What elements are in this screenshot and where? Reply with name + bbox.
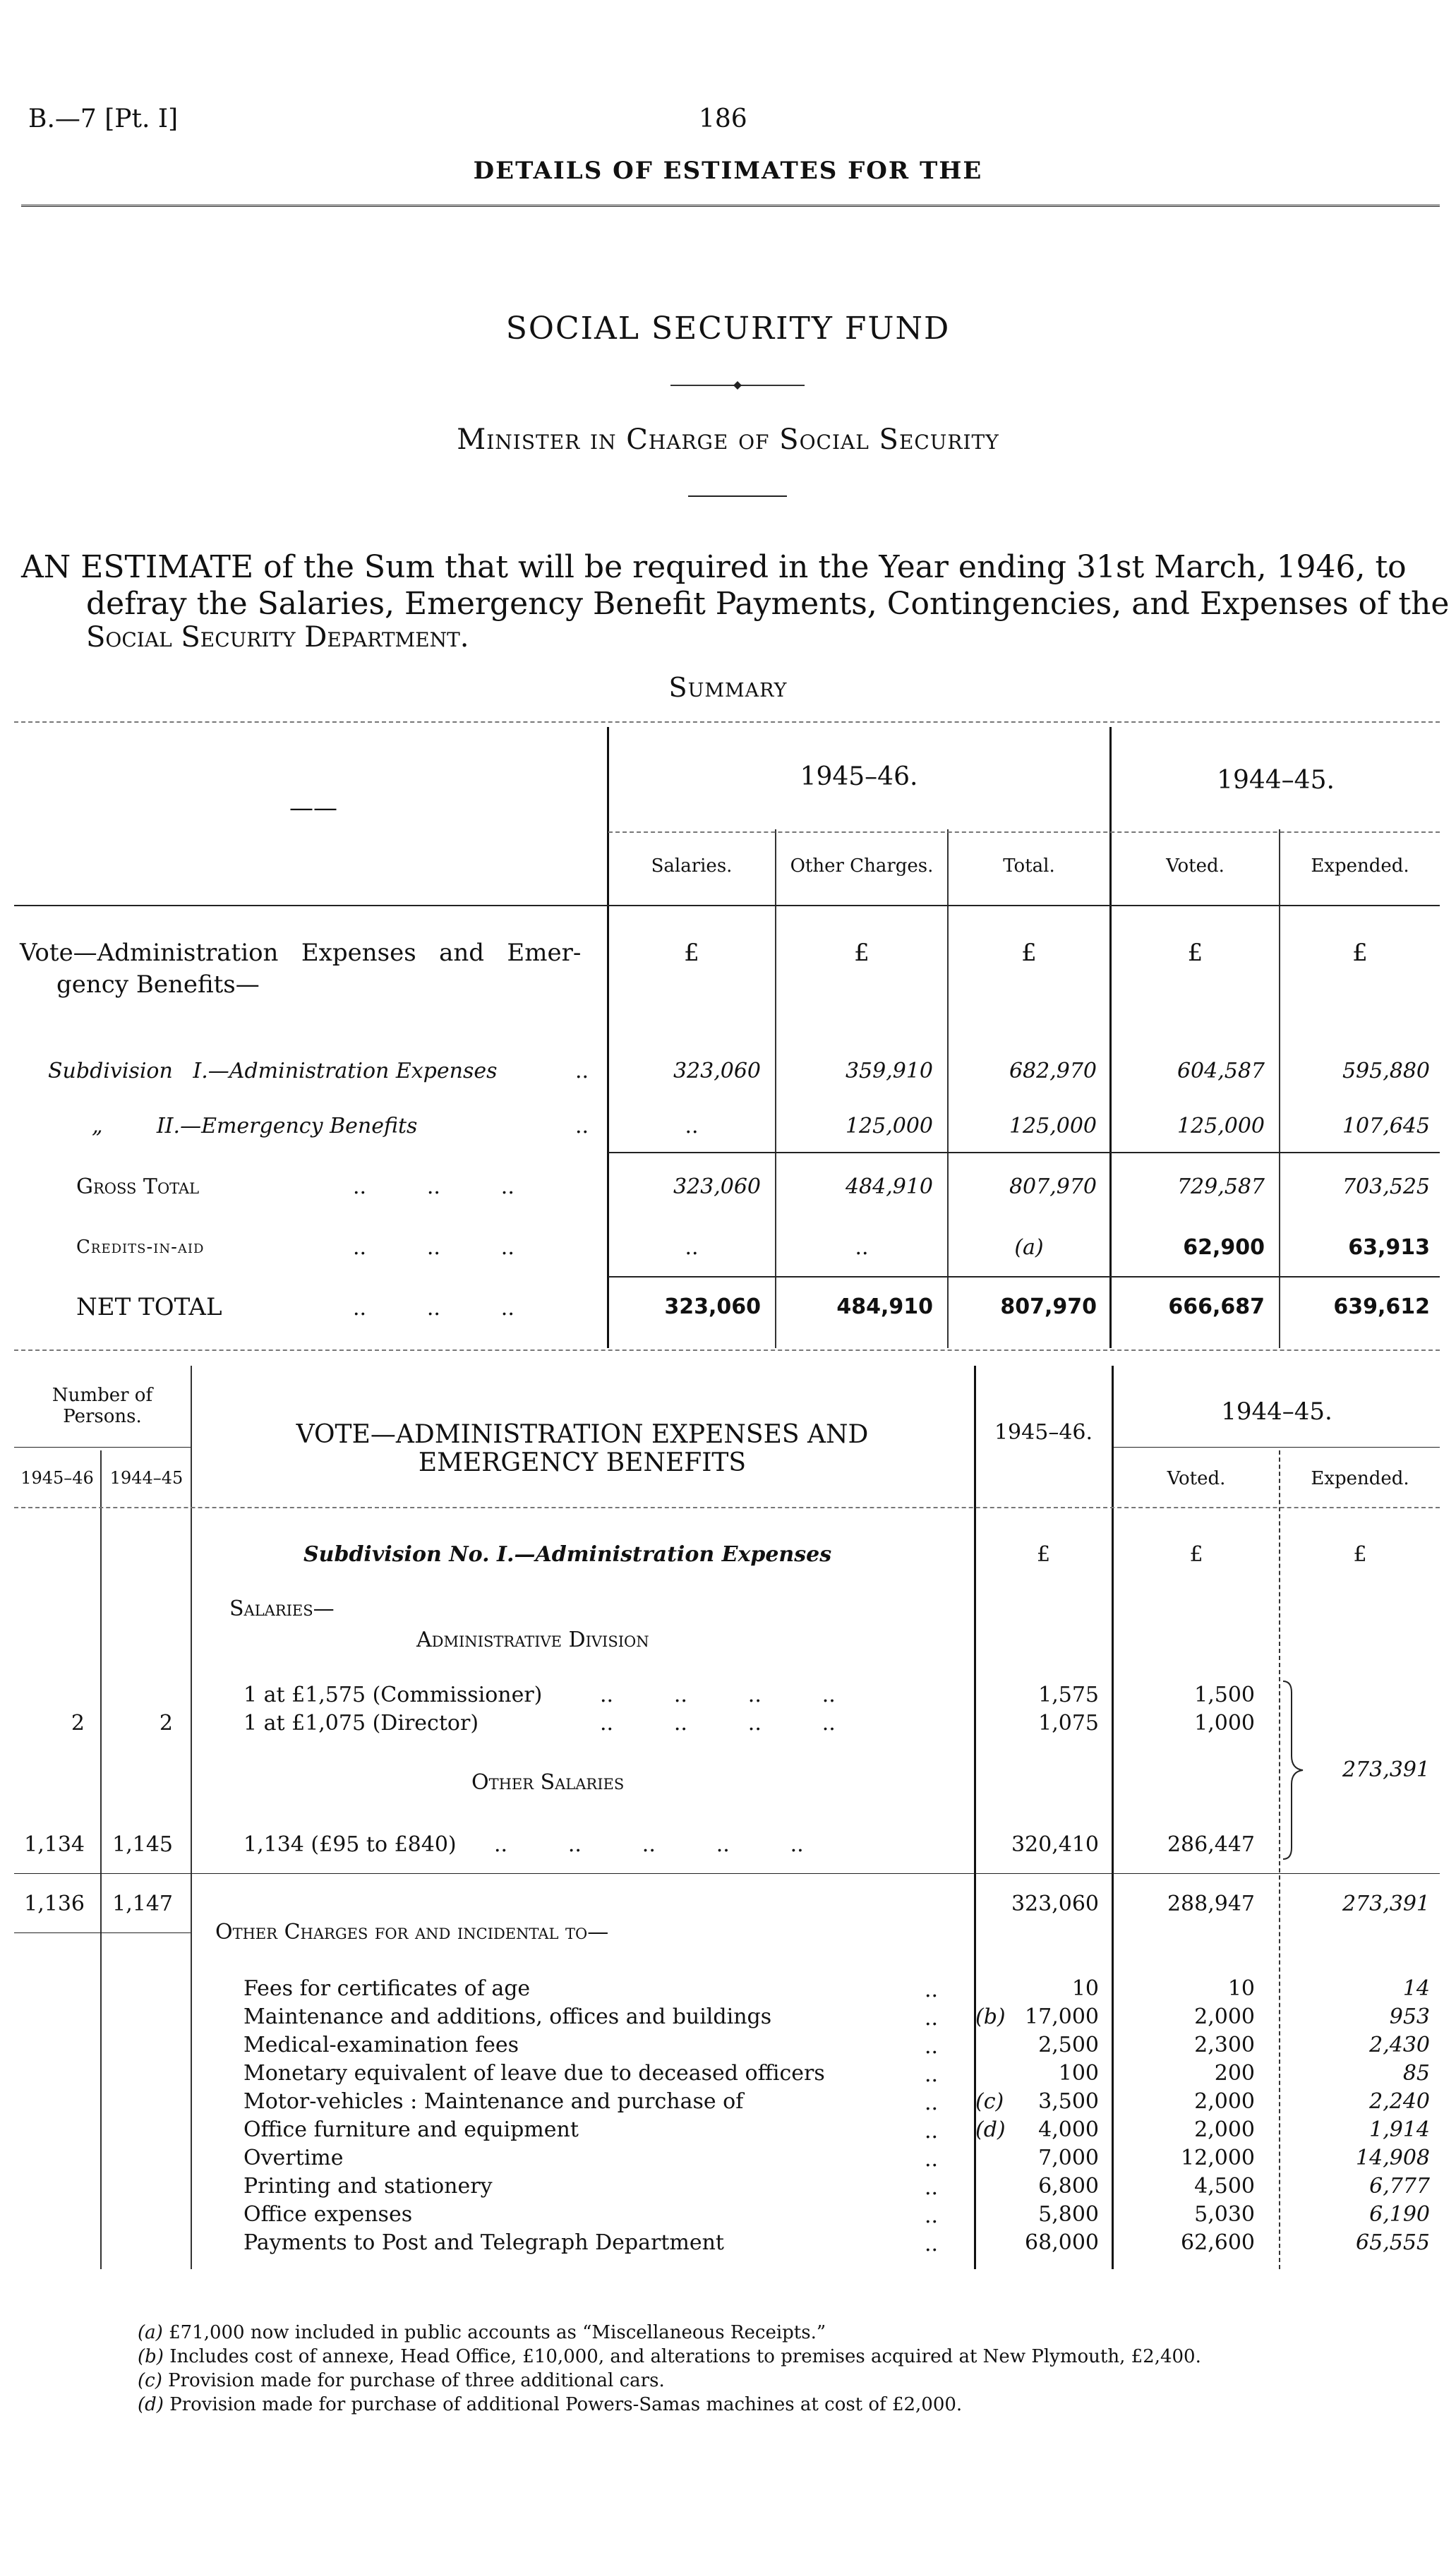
summary-bottom-rule (14, 1349, 1440, 1351)
summary-col-sep-1 (775, 829, 776, 1348)
leader-dots: .. .. .. (353, 1174, 515, 1199)
summary-cell: (a) (1014, 1235, 1044, 1260)
salary-total-current: 323,060 (1011, 1892, 1099, 1916)
charge-desc: Office furniture and equipment (243, 2117, 579, 2142)
salary-desc: 1 at £1,575 (Commissioner) (243, 1683, 543, 1707)
leader-dots: .. .. .. (353, 1235, 515, 1260)
fund-title: SOCIAL SECURITY FUND (505, 311, 951, 347)
vote-col-current: 1945–46. (994, 1420, 1093, 1445)
charge-expended: 953 (1389, 2004, 1430, 2029)
other-salaries-heading: Other Salaries (471, 1770, 625, 1795)
salaries-expended: 273,391 (1342, 1757, 1430, 1782)
preamble-line-3: Social Security Department. (86, 621, 469, 654)
summary-cell: 666,687 (1168, 1294, 1265, 1319)
salary-total-rule (14, 1873, 1440, 1874)
summary-cell: 807,970 (1000, 1294, 1097, 1319)
charge-voted: 62,600 (1181, 2230, 1255, 2255)
leader-dots: .. .. .. .. .. .. .. .. .. .. (925, 1978, 939, 2256)
summary-col-voted: Voted. (1166, 855, 1225, 877)
charge-voted: 12,000 (1181, 2146, 1255, 2170)
charge-expended: 65,555 (1356, 2230, 1430, 2255)
charge-current: 5,800 (1038, 2202, 1099, 2227)
persons-total-a: 1,136 (24, 1892, 85, 1916)
summary-vote-label: Vote—Administration Expenses and Emer- (20, 939, 582, 967)
charge-expended: 6,777 (1369, 2174, 1430, 2199)
vote-col-prior: 1944–45. (1221, 1397, 1332, 1426)
summary-cell: 807,970 (1009, 1174, 1097, 1199)
charge-expended: 2,240 (1369, 2089, 1430, 2114)
summary-cell: 62,900 (1183, 1235, 1265, 1260)
summary-subhead-rule (608, 831, 1440, 833)
summary-year-current: 1945–46. (800, 762, 918, 791)
charge-voted: 2,000 (1194, 2117, 1255, 2142)
charge-voted: 2,300 (1194, 2033, 1255, 2057)
footnote-a: (a) £71,000 now included in public accounts as “Miscellaneous Receipts.” (138, 2322, 826, 2343)
charge-desc: Motor-vehicles : Maintenance and purchase of (243, 2089, 744, 2114)
charge-expended: 1,914 (1369, 2117, 1430, 2142)
leader-dots: .. .. .. (353, 1296, 515, 1321)
persons-b: 2 (159, 1711, 173, 1736)
summary-cell: .. (685, 1235, 699, 1260)
salary-desc: 1 at £1,075 (Director) (243, 1711, 479, 1736)
preamble-line-2: defray the Salaries, Emergency Benefit Payments, Contingencies, and Expenses of the (86, 586, 1450, 622)
vote-header-rule (14, 1507, 1440, 1508)
charge-expended: 85 (1402, 2061, 1430, 2086)
summary-row-label: Subdivision I.—Administration Expenses (48, 1059, 498, 1083)
charge-note: (d) (975, 2117, 1006, 2142)
charge-expended: 6,190 (1369, 2202, 1430, 2227)
page-ref: B.—7 [Pt. I] (28, 104, 179, 133)
leader-dots: .. .. .. .. (600, 1711, 836, 1736)
vote-col-expended: Expended. (1311, 1468, 1409, 1489)
charge-current: 68,000 (1025, 2230, 1099, 2255)
header-rule (21, 205, 1440, 207)
footnote-c: (c) Provision made for purchase of three additional cars. (138, 2370, 665, 2391)
persons-a: 2 (71, 1711, 85, 1736)
vote-prior-rule (1114, 1447, 1440, 1448)
charges-current (975, 1976, 1099, 2259)
vote-title-2: EMERGENCY BENEFITS (418, 1448, 747, 1477)
salary-voted: 286,447 (1167, 1832, 1255, 1857)
currency-expended: £ (1352, 939, 1368, 967)
charge-note: (b) (975, 2004, 1006, 2029)
charge-desc: Overtime (243, 2146, 344, 2170)
charges-expended (1280, 1976, 1430, 2259)
summary-stub-dash: —— (289, 794, 337, 822)
summary-gross-rule (608, 1152, 1440, 1153)
summary-cell: 484,910 (845, 1174, 933, 1199)
persons-rule (14, 1447, 191, 1448)
persons-sep (100, 1450, 102, 2269)
charge-expended: 14,908 (1356, 2146, 1430, 2170)
title-ornament (670, 381, 805, 390)
salary-total-voted: 288,947 (1167, 1892, 1255, 1916)
charge-expended: 14 (1402, 1976, 1430, 2001)
summary-cell: 323,060 (673, 1174, 761, 1199)
salary-desc: 1,134 (£95 to £840) (243, 1832, 457, 1857)
summary-year-prior: 1944–45. (1217, 766, 1335, 795)
currency-current: £ (1036, 1542, 1051, 1567)
charge-voted: 200 (1214, 2061, 1255, 2086)
summary-row-label: „ II.—Emergency Benefits (92, 1114, 418, 1138)
summary-cell: 604,587 (1177, 1059, 1265, 1083)
persons-total-rule (14, 1932, 191, 1933)
preamble-line-1: AN ESTIMATE of the Sum that will be required in the Year ending 31st March, 1946, to (21, 549, 1407, 585)
summary-row-label: Gross Total (76, 1174, 200, 1199)
leader-dots: .. .. .. .. .. (494, 1832, 804, 1857)
charges-descriptions (243, 1976, 974, 2259)
page-number: 186 (699, 104, 747, 133)
summary-col-other: Other Charges. (790, 855, 934, 877)
summary-col-total: Total. (1003, 855, 1055, 877)
charge-current: 4,000 (1038, 2117, 1099, 2142)
charge-current: 100 (1058, 2061, 1099, 2086)
summary-cell: 595,880 (1342, 1059, 1430, 1083)
summary-cell: 63,913 (1348, 1235, 1430, 1260)
persons-right-border (191, 1366, 192, 2269)
charge-current: 6,800 (1038, 2174, 1099, 2199)
summary-cell: .. (685, 1114, 699, 1138)
charge-voted: 2,000 (1194, 2004, 1255, 2029)
charge-desc: Monetary equivalent of leave due to deceased officers (243, 2061, 825, 2086)
summary-cell: 125,000 (845, 1114, 933, 1138)
persons-heading: Number of Persons. (52, 1385, 153, 1427)
charge-current: 10 (1071, 1976, 1099, 2001)
footnote-b: (b) Includes cost of annexe, Head Office, £10,000, and alterations to premises acquired at New Plymouth, £2,400. (138, 2346, 1201, 2367)
subdivision-heading: Subdivision No. I.—Administration Expenses (303, 1542, 832, 1567)
charge-desc: Printing and stationery (243, 2174, 493, 2199)
salary-current: 320,410 (1011, 1832, 1099, 1857)
persons-year-b: 1944–45 (109, 1468, 183, 1488)
charge-current: 3,500 (1038, 2089, 1099, 2114)
currency-salaries: £ (684, 939, 699, 967)
minister-heading: Minister in Charge of Social Security (457, 423, 999, 456)
charge-expended: 2,430 (1369, 2033, 1430, 2057)
summary-header-rule (14, 905, 1440, 906)
persons-a: 1,134 (24, 1832, 85, 1857)
summary-vote-label-2: gency Benefits— (56, 970, 260, 999)
charge-voted: 2,000 (1194, 2089, 1255, 2114)
salary-current: 1,575 (1038, 1683, 1099, 1707)
currency-voted: £ (1189, 1542, 1203, 1567)
summary-cell: 323,060 (664, 1294, 761, 1319)
vote-title-1: VOTE—ADMINISTRATION EXPENSES AND (296, 1420, 869, 1449)
currency-expended: £ (1353, 1542, 1367, 1567)
leader-dots: .. (575, 1059, 589, 1083)
charge-voted: 4,500 (1194, 2174, 1255, 2199)
summary-cell: 729,587 (1177, 1174, 1265, 1199)
salary-current: 1,075 (1038, 1711, 1099, 1736)
footnotes (138, 2322, 1436, 2418)
running-title: DETAILS OF ESTIMATES FOR THE (473, 157, 983, 185)
salary-total-expended: 273,391 (1342, 1892, 1430, 1916)
charge-current: 17,000 (1025, 2004, 1099, 2029)
salary-voted: 1,500 (1194, 1683, 1255, 1707)
admin-division-heading: Administrative Division (416, 1628, 649, 1652)
charges-voted (1114, 1976, 1255, 2259)
leader-dots: .. .. .. .. (600, 1683, 836, 1707)
currency-total: £ (1021, 939, 1037, 967)
currency-other: £ (854, 939, 870, 967)
charge-desc: Payments to Post and Telegraph Department (243, 2230, 724, 2255)
summary-cell: 682,970 (1009, 1059, 1097, 1083)
summary-cell: 484,910 (836, 1294, 933, 1319)
charge-voted: 5,030 (1194, 2202, 1255, 2227)
summary-top-rule (14, 721, 1440, 723)
vote-col-voted: Voted. (1167, 1468, 1226, 1489)
summary-col-expended: Expended. (1311, 855, 1409, 877)
summary-cell: 107,645 (1342, 1114, 1430, 1138)
summary-cell: 323,060 (673, 1059, 761, 1083)
persons-total-b: 1,147 (112, 1892, 173, 1916)
salary-voted: 1,000 (1194, 1711, 1255, 1736)
leader-dots: .. (575, 1114, 589, 1138)
minister-rule (688, 495, 787, 497)
summary-cell: .. (855, 1235, 869, 1260)
summary-cell: 703,525 (1342, 1174, 1430, 1199)
summary-cell: 639,612 (1333, 1294, 1430, 1319)
footnote-d: (d) Provision made for purchase of additional Powers-Samas machines at cost of £2,000. (138, 2394, 963, 2415)
charge-note: (c) (975, 2089, 1004, 2114)
summary-net-rule (608, 1276, 1440, 1278)
summary-col-sep-2 (947, 829, 949, 1348)
summary-row-label: NET TOTAL (76, 1293, 222, 1321)
charge-desc: Fees for certificates of age (243, 1976, 531, 2001)
charge-voted: 10 (1227, 1976, 1255, 2001)
summary-col-salaries: Salaries. (651, 855, 733, 877)
persons-b: 1,145 (112, 1832, 173, 1857)
charge-desc: Medical-examination fees (243, 2033, 519, 2057)
charge-desc: Maintenance and additions, offices and buildings (243, 2004, 772, 2029)
charge-desc: Office expenses (243, 2202, 413, 2227)
summary-cell: 359,910 (845, 1059, 933, 1083)
persons-year-a: 1945–46 (20, 1468, 94, 1488)
summary-cell: 125,000 (1177, 1114, 1265, 1138)
charge-current: 7,000 (1038, 2146, 1099, 2170)
charge-current: 2,500 (1038, 2033, 1099, 2057)
summary-title: Summary (668, 672, 788, 703)
other-charges-heading: Other Charges for and incidental to— (215, 1920, 609, 1944)
summary-cell: 125,000 (1009, 1114, 1097, 1138)
summary-col-sep-3 (1279, 829, 1280, 1348)
salaries-heading: Salaries— (229, 1597, 335, 1621)
currency-voted: £ (1187, 939, 1203, 967)
summary-row-label: Credits-in-aid (76, 1237, 205, 1258)
